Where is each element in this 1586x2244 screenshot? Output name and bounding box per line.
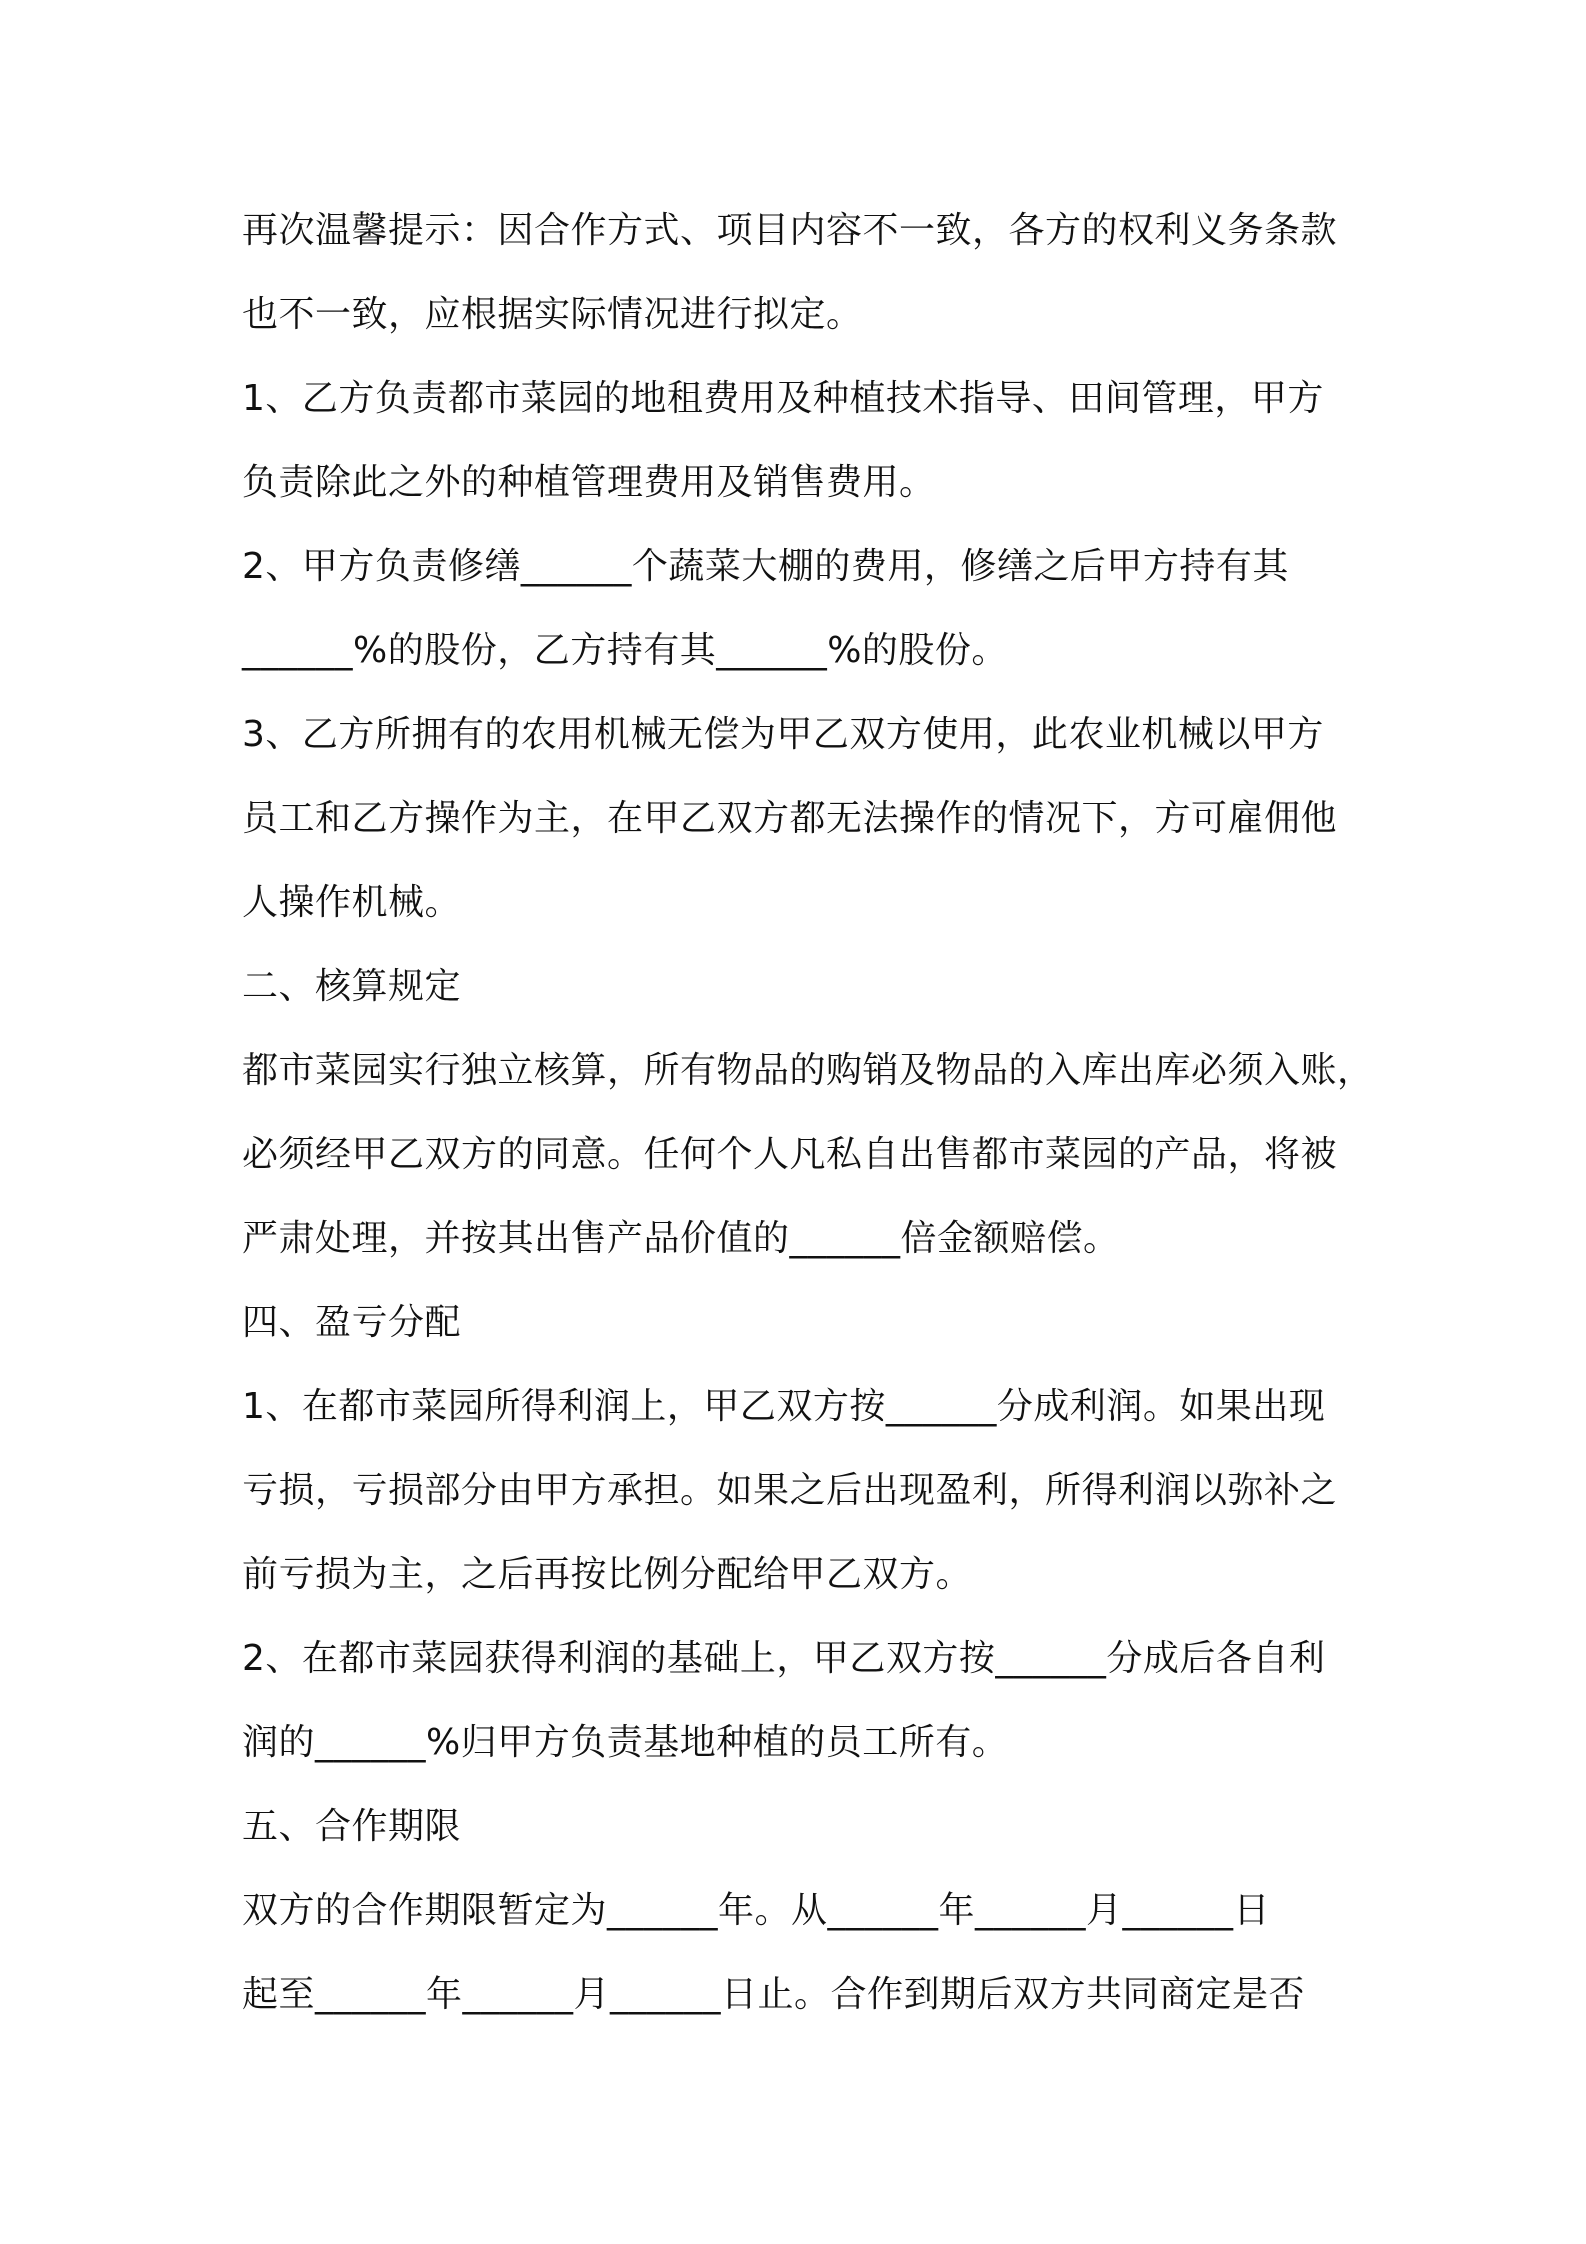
paragraph-line: 起至______年______月______日止。合作到期后双方共同商定是否	[242, 1974, 1306, 2015]
document-body	[242, 200, 1374, 2048]
clause-line: 润的______%归甲方负责基地种植的员工所有。	[242, 1722, 1009, 1763]
clause-line: 2、在都市菜园获得利润的基础上，甲乙双方按______分成后各自利	[242, 1638, 1326, 1679]
clause-line: ______%的股份，乙方持有其______%的股份。	[242, 630, 1008, 671]
section-heading: 四、盈亏分配	[242, 1302, 462, 1343]
paragraph-line: 双方的合作期限暂定为______年。从______年______月______日	[242, 1890, 1271, 1931]
section-heading: 五、合作期限	[242, 1806, 462, 1847]
paragraph-line: 都市菜园实行独立核算，所有物品的购销及物品的入库出库必须入账，	[242, 1050, 1374, 1091]
clause-line: 1、在都市菜园所得利润上，甲乙双方按______分成利润。如果出现	[242, 1386, 1326, 1427]
clause-line: 1、乙方负责都市菜园的地租费用及种植技术指导、田间管理，甲方	[242, 378, 1324, 419]
section-heading: 二、核算规定	[242, 966, 462, 1007]
paragraph-line: 必须经甲乙双方的同意。任何个人凡私自出售都市菜园的产品，将被	[242, 1134, 1338, 1175]
clause-line: 前亏损为主，之后再按比例分配给甲乙双方。	[242, 1554, 973, 1595]
clause-line: 员工和乙方操作为主，在甲乙双方都无法操作的情况下，方可雇佣他	[242, 798, 1338, 839]
clause-line: 2、甲方负责修缮______个蔬菜大棚的费用，修缮之后甲方持有其	[242, 546, 1289, 587]
clause-line: 人操作机械。	[242, 882, 462, 923]
clause-line: 亏损，亏损部分由甲方承担。如果之后出现盈利，所得利润以弥补之	[242, 1470, 1338, 1511]
paragraph-line: 也不一致，应根据实际情况进行拟定。	[242, 294, 863, 335]
clause-line: 负责除此之外的种植管理费用及销售费用。	[242, 462, 936, 503]
clause-line: 3、乙方所拥有的农用机械无偿为甲乙双方使用，此农业机械以甲方	[242, 714, 1324, 755]
paragraph-line: 再次温馨提示：因合作方式、项目内容不一致，各方的权利义务条款	[242, 210, 1338, 251]
paragraph-line: 严肃处理，并按其出售产品价值的______倍金额赔偿。	[242, 1218, 1120, 1259]
